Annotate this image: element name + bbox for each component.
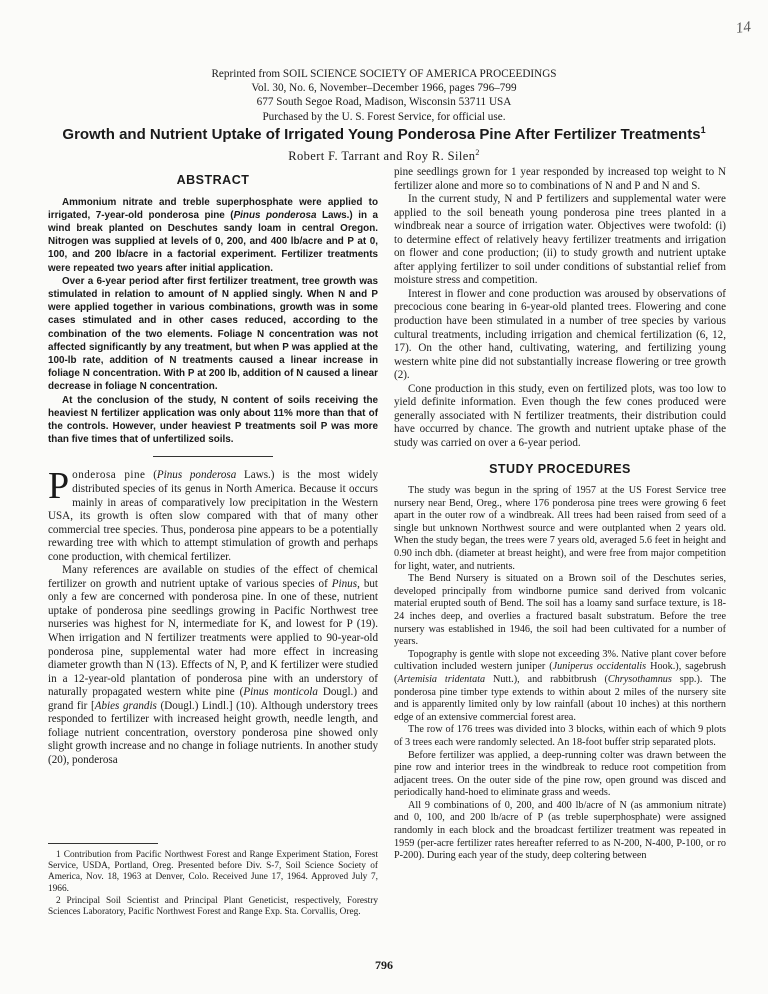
article-title bbox=[0, 125, 768, 143]
procedures-paragraph: The study was begun in the spring of 1957 at the US Forest Service tree nursery near Bend, Oreg., where 176 ponderosa pine trees were growing 6 feet apart in the outer row of a windbreak. All trees had been raised from seed of a single but unknown Northwest source and were outplanted when 2 years old. When the study began, the trees were 7 years old, averaged 5.6 feet in height and 0.90 inch dbh. (diameter at breast height), and were free from major competition for light, water, and nutrients. bbox=[394, 485, 726, 572]
procedures-section bbox=[394, 485, 726, 863]
procedures-paragraph: The row of 176 trees was divided into 3 blocks, within each of which 9 plots of 3 trees each were randomly selected. An 18-foot buffer strip separated plots. bbox=[394, 724, 726, 748]
intro-paragraph: pine seedlings grown for 1 year responded by increased top weight to N fertilizer alone and more so to combinations of N and P and N and S. bbox=[394, 166, 726, 192]
section-heading: STUDY PROCEDURES bbox=[489, 462, 631, 477]
abstract-divider bbox=[153, 456, 273, 457]
procedures-paragraph: The Bend Nursery is situated on a Brown soil of the Deschutes series, developed principally from windborne pumice sand derived from volcanic material erupted south of Bend. The soil has a loamy sand surface texture, is 18-24 inches deep, and overlies a fractured basalt substratum. Before the tree nursery was established in 1946, the soil had been cultivated for a number of years. bbox=[394, 573, 726, 648]
title-text: Growth and Nutrient Uptake of Irrigated Young Ponderosa Pine After Fertilizer Treatments bbox=[62, 126, 701, 143]
reprint-notice bbox=[0, 67, 768, 124]
procedures-paragraph: All 9 combinations of 0, 200, and 400 lb/acre of N (as ammonium nitrate) and 0, 100, and 200 lb/acre of P (as treble superphosphate) were assigned randomly in each block and the broadcast fertilizer treatment was repeated in 1959 (per-acre fertilizer rates hereafter referred to as N-200, N-400, P-100, or ro P-200). During each year of the study, deep coltering between bbox=[394, 799, 726, 862]
footnote-divider bbox=[48, 843, 158, 844]
reprint-line: Vol. 30, No. 6, November–December 1966, pages 796–799 bbox=[251, 82, 517, 95]
abstract-heading: ABSTRACT bbox=[176, 173, 250, 187]
authors-footnote-marker: 2 bbox=[475, 148, 480, 157]
title-footnote-marker: 1 bbox=[700, 125, 706, 135]
abstract-paragraph: At the conclusion of the study, N content of soils receiving the heaviest N fertilizer application was only about 11% more than that of the controls. However, under heaviest P treatments soil P was more than five times that of unfertilized soils. bbox=[48, 394, 378, 446]
intro-paragraph: In the current study, N and P fertilizers and supplemental water were applied to the soil beneath young ponderosa pine trees planted in a windbreak near a source of irrigation water. Objectives were twofold: (i) to determine effect of relatively heavy fertilizer treatments and irrigation on flower and cone production; (ii) to study growth and nutrient uptake after applying fertilizer to soil under conditions of substantial relief from moisture stress and competition. bbox=[394, 193, 726, 287]
right-column bbox=[394, 166, 726, 863]
article-authors bbox=[0, 148, 768, 164]
reprint-line: Reprinted from SOIL SCIENCE SOCIETY OF AMERICA PROCEEDINGS bbox=[211, 68, 557, 80]
handwritten-page-mark: 14 bbox=[734, 19, 752, 37]
page-number: 796 bbox=[375, 958, 393, 972]
intro-paragraph: Ponderosa pine (Pinus ponderosa Laws.) is the most widely distributed species of its genus in North America. Because it occurs mainly in areas of comparatively low precipitation in the Western USA, its growth is often slow compared with that of many other commercial tree species. Thus, ponderosa pine appears to be a potentially rewarding tree with which to attempt stimulation of growth and perhaps cone production, with chemical fertilizer. bbox=[48, 465, 379, 563]
abstract-paragraph: Ammonium nitrate and treble superphosphate were applied to irrigated, 7-year-old ponderosa pine (Pinus ponderosa Laws.) in a wind break planted on Deschutes sandy loam in central Oregon. Nitrogen was supplied at levels of 0, 200, and 400 lb/acre and P at 0, 100, and 200 lb/acre in a factorial experiment. Fertilizer treatments were repeated two years after initial application. bbox=[48, 196, 379, 274]
drop-cap: P bbox=[48, 465, 70, 508]
footnote: 1 Contribution from Pacific Northwest Forest and Range Experiment Station, Forest Service, USDA, Portland, Oreg. Presented before Div. S-7, Soil Science Society of America, Nov. 18, 1963 at Denver, Colo. Received June 17, 1964. Approved July 7, 1966. bbox=[48, 850, 378, 894]
reprint-line: Purchased by the U. S. Forest Service, for official use. bbox=[262, 110, 506, 123]
footnotes bbox=[48, 843, 378, 919]
procedures-paragraph: Before fertilizer was applied, a deep-running colter was drawn between the pine row and interior trees in the windbreak to reduce root competition from adjacent trees. On the outer side of the pine row, open ground was disced and periodically hand-hoed to eliminate grass and weeds. bbox=[394, 749, 726, 799]
footnote: 2 Principal Soil Scientist and Principal Plant Geneticist, respectively, Forestry Sciences Laboratory, Pacific Northwest Forest and Range Exp. Sta. Corvallis, Oreg. bbox=[48, 895, 378, 918]
intro-paragraph: Cone production in this study, even on fertilized plots, was too low to yield definite information. Even though the few cones produced were generally associated with N fertilizer treatments, their distribution could have occurred by chance. The growth and nutrient uptake phase of the study was carried on over a 6-year period. bbox=[394, 382, 726, 449]
intro-paragraph: Interest in flower and cone production was aroused by observations of precocious cone bearing in 6-year-old planted trees. Flowering and cone production have been stimulated in a number of tree species by various cultural treatments, including irrigation and chemical fertilization (6, 12, 17). On the other hand, cultivating, watering, and fertilizing young western white pine did not substantially increase flowering or tree growth (2). bbox=[394, 287, 726, 382]
abstract-paragraph: Over a 6-year period after first fertilizer treatment, tree growth was stimulated in relation to amount of N applied singly. When N and P were applied together in various combinations, growth was in some cases stimulated and in other cases reduced, according to the combination of the two elements. Foliage N concentration was not affected significantly by any treatment, but when P was applied at the 100-lb rate, addition of N treatments caused a linear increase in foliage N concentration. With P at 200 lb, addition of N caused a linear decrease in foliage N concentration. bbox=[48, 275, 378, 393]
reprint-line: 677 South Segoe Road, Madison, Wisconsin 53711 USA bbox=[256, 96, 512, 109]
procedures-paragraph: Topography is gentle with slope not exceeding 3%. Native plant cover before cultivation included western juniper (Juniperus occidentalis Hook.), sagebrush (Artemisia tridentata Nutt.), and rabbitbrush (Chrysothamnus spp.). The ponderosa pine timber type extends to within about 2 miles of the nursery site and is apparently limited only by low rainfall (about 10 inches) at this northern edge of an extensive commercial forest area. bbox=[394, 648, 726, 723]
left-column bbox=[48, 170, 378, 767]
author-names: Robert F. Tarrant and Roy R. Silen bbox=[288, 149, 476, 164]
abstract bbox=[48, 196, 378, 447]
intro-paragraph: Many references are available on studies of the effect of chemical fertilizer on growth and nutrient uptake of various species of Pinus, but only a few are concerned with ponderosa pine. In one of these, nutrient uptake of ponderosa pine seedlings growing in Pacific Northwest tree nurseries was highest for N, intermediate for K, and lowest for P (19). When irrigation and N fertilizer treatments were applied to 90-year-old ponderosa pine, supplemental water had more effect in increasing diameter growth than N (13). Effects of N, P, and K fertilizer were studied in a 12-year-old plantation of ponderosa pine with an understory of naturally propagated western white pine (Pinus monticola Dougl.) and grand fir [Abies grandis (Dougl.) Lindl.] (10). Although understory trees responded to fertilizer with increased height growth, needle length, and foliage nutrient concentration, overstory ponderosa pine showed only slight growth increase and no change in foliage nutrients. In another study (20), ponderosa bbox=[48, 564, 378, 766]
